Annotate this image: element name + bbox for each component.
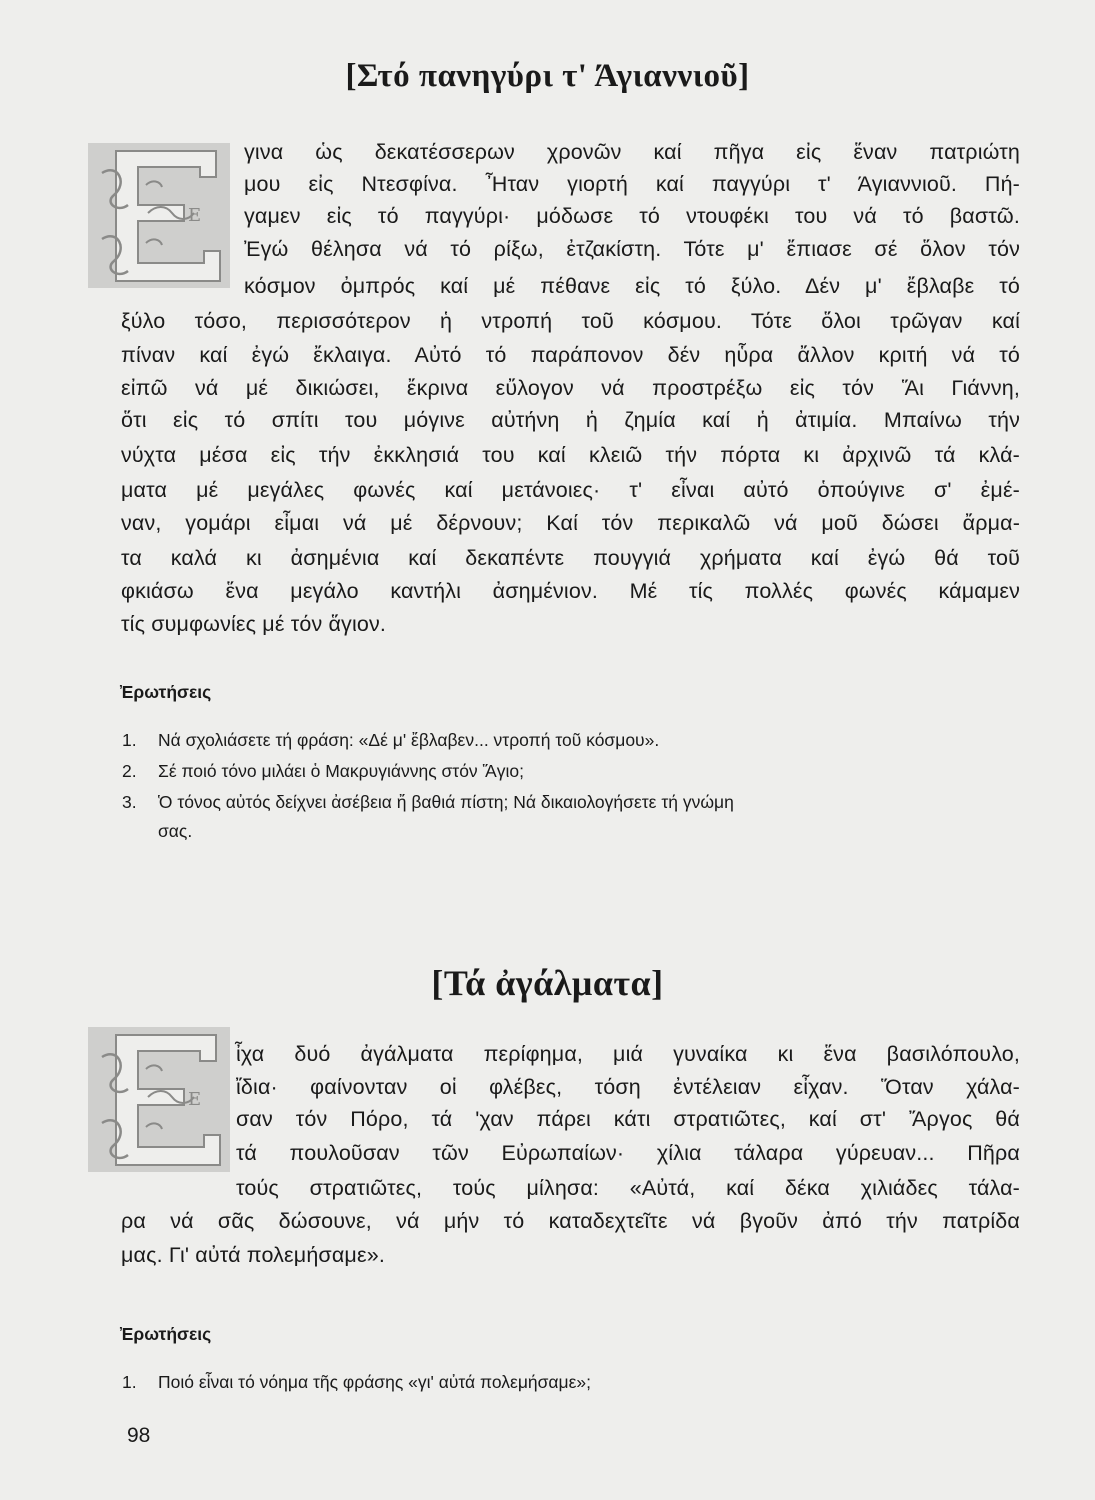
- question-number: 1.: [122, 730, 137, 750]
- paragraph-line: Ἐγώ θέλησα νά τό ρίξω, ἐτζακίστη. Τότε μ' ἔπιασε σέ ὅλον τόν: [244, 237, 1020, 261]
- question-text: σας.: [158, 821, 193, 841]
- paragraph-line: νύχτα μέσα εἰς τήν ἐκκλησιά του καί κλειῶ τήν πόρτα κι ἀρχινῶ τά κλά-: [121, 443, 1020, 467]
- section-title: [Τά ἀγάλματα]: [431, 963, 664, 1003]
- paragraph-line: σαν τόν Πόρο, τά 'χαν πάρει κάτι στρατιῶτες, καί στ' Ἄργος θά: [236, 1107, 1020, 1131]
- questions-heading: Ἐρωτήσεις: [120, 682, 212, 702]
- paragraph-line: ὅτι εἰς τό σπίτι του μόγινε αὐτήνη ἡ ζημία καί ἡ ἀτιμία. Μπαίνω τήν: [121, 408, 1020, 432]
- paragraph-line: ἴδια· φαίνονταν οἱ φλέβες, τόση ἐντέλειαν εἶχαν. Ὅταν χάλα-: [236, 1075, 1020, 1099]
- paragraph-line: εἰπῶ νά μέ δικιώσει, ἔκρινα εὔλογον νά προστρέξω εἰς τόν Ἅι Γιάννη,: [121, 376, 1020, 400]
- section-title: [Στό πανηγύρι τ' Άγιαννιοῦ]: [345, 58, 750, 94]
- paragraph-line: τά πουλοῦσαν τῶν Εὐρωπαίων· χίλια τάλαρα γύρευαν... Πῆρα: [236, 1141, 1020, 1165]
- paragraph-line: μας. Γι' αὐτά πολεμήσαμε».: [121, 1243, 385, 1267]
- paragraph-line: ναν, γομάρι εἶμαι νά μέ δέρνουν; Καί τόν περικαλῶ νά μοῦ δώσει ἄρμα-: [121, 511, 1020, 535]
- paragraph-line: πίναν καί ἐγώ ἔκλαιγα. Αὐτό τό παράπονον δέν ηὗρα ἄλλον κριτή νά τό: [121, 343, 1020, 367]
- paragraph-line: φκιάσω ἕνα μεγάλο καντήλι ἀσημένιον. Μέ τίς πολλές φωνές κάμαμεν: [121, 579, 1020, 603]
- questions-heading: Ἐρωτήσεις: [120, 1324, 212, 1344]
- paragraph-line: μου εἰς Ντεσφίνα. Ἦταν γιορτή καί παγγύρι τ' Άγιαννιοῦ. Πή-: [244, 172, 1020, 196]
- question-text: Ποιό εἶναι τό νόημα τῆς φράσης «γι' αὐτά πολεμήσαμε»;: [158, 1372, 592, 1392]
- paragraph-line: τούς στρατιῶτες, τούς μίλησα: «Αὐτά, καί δέκα χιλιάδες τάλα-: [236, 1176, 1020, 1200]
- paragraph-line: γαμεν εἰς τό παγγύρι· μόδωσε τό ντουφέκι του νά τό βαστῶ.: [244, 204, 1020, 228]
- ornament-icon: [88, 143, 230, 288]
- question-number: 2.: [122, 761, 137, 781]
- question-number: 1.: [122, 1372, 137, 1392]
- question-text: Σέ ποιό τόνο μιλάει ὁ Μακρυγιάννης στόν Ἅγιο;: [158, 761, 525, 781]
- dropcap-letter: Ε: [188, 205, 202, 226]
- paragraph-line: γινα ὡς δεκατέσσερων χρονῶν καί πῆγα εἰς ἕναν πατριώτη: [244, 140, 1020, 164]
- paragraph-line: τα καλά κι ἀσημένια καί δεκαπέντε πουγγιά χρήματα καί ἐγώ θά τοῦ: [121, 546, 1020, 570]
- question-text: Ὁ τόνος αὐτός δείχνει ἀσέβεια ἤ βαθιά πίστη; Νά δικαιολογήσετε τή γνώμη: [158, 792, 734, 812]
- question-text: Νά σχολιάσετε τή φράση: «Δέ μ' ἔβλαβεν... ντροπή τοῦ κόσμου».: [158, 730, 660, 750]
- paragraph-line: ξύλο τόσο, περισσότερον ἡ ντροπή τοῦ κόσμου. Τότε ὅλοι τρῶγαν καί: [121, 309, 1020, 333]
- question-number: 3.: [122, 792, 137, 812]
- paragraph-line: κόσμον ὀμπρός καί μέ πέθανε εἰς τό ξύλο. Δέν μ' ἔβλαβε τό: [244, 274, 1020, 298]
- dropcap-letter: Ε: [188, 1089, 202, 1110]
- decorative-initial: [88, 143, 230, 288]
- ornament-icon: [88, 1027, 230, 1172]
- paragraph-line: ρα νά σᾶς δώσουνε, νά μήν τό καταδεχτεῖτε νά βγοῦν ἀπό τήν πατρίδα: [121, 1209, 1020, 1233]
- decorative-initial: [88, 1027, 230, 1172]
- paragraph-line: τίς συμφωνίες μέ τόν ἅγιον.: [121, 612, 386, 636]
- paragraph-line: ματα μέ μεγάλες φωνές καί μετάνοιες· τ' εἶναι αὐτό ὁπούγινε σ' ἐμέ-: [121, 478, 1020, 502]
- page-number: 98: [127, 1424, 151, 1447]
- paragraph-line: ἶχα δυό ἀγάλματα περίφημα, μιά γυναίκα κι ἕνα βασιλόπουλο,: [236, 1042, 1020, 1066]
